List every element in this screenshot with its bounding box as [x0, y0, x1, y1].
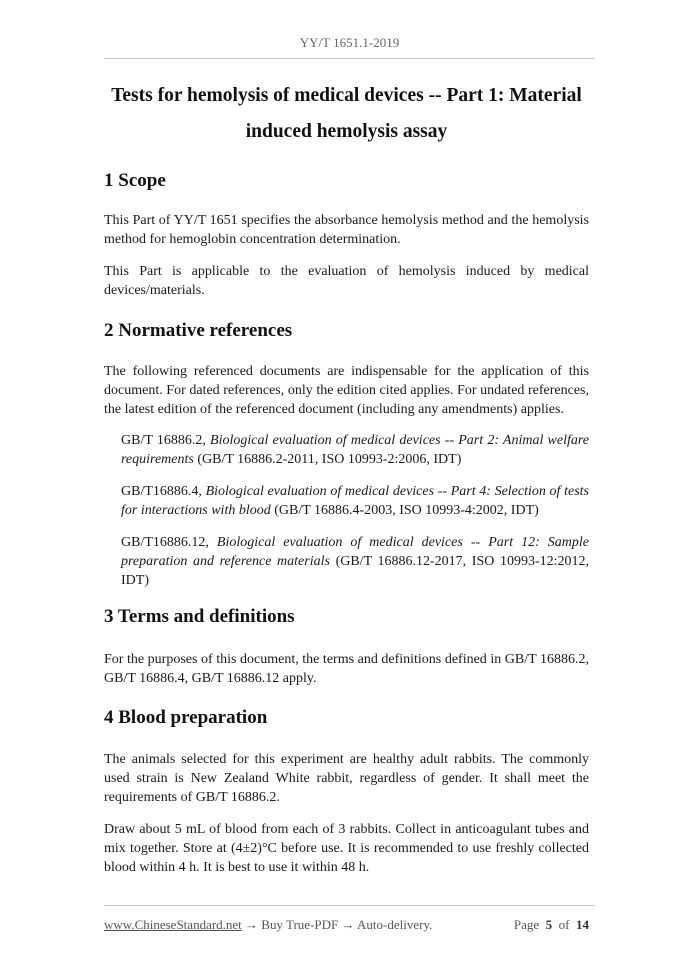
- arrow-icon: →: [241, 917, 262, 932]
- footer-left: www.ChineseStandard.net → Buy True-PDF → Auto-delivery.: [104, 917, 433, 932]
- footer-divider: [104, 905, 595, 906]
- title-line-1: Tests for hemolysis of medical devices -- Part 1: Material: [111, 85, 582, 106]
- blood-paragraph-2: Draw about 5 mL of blood from each of 3 rabbits. Collect in anticoagulant tubes and mix together. Store at (4±2)°C before use. It is recommended to use freshly collected blood within 4 h. It is best to use it within 48 h.: [104, 822, 589, 875]
- page-header: [104, 0, 595, 59]
- reference-item: GB/T16886.4, Biological evaluation of medical devices -- Part 4: Selection of tests for interactions with blood (GB/T 16886.4-2003, ISO 10993-4:2002, IDT): [121, 484, 589, 518]
- section-heading-scope: 1 Scope: [104, 170, 166, 191]
- section-heading-blood-preparation: 4 Blood preparation: [104, 707, 268, 728]
- arrow-icon: →: [338, 917, 358, 932]
- reference-item: GB/T 16886.2, Biological evaluation of medical devices -- Part 2: Animal welfare requirements (GB/T 16886.2-2011, ISO 10993-2:2006, IDT): [121, 433, 590, 467]
- current-page: 5: [545, 917, 553, 932]
- chinesestandard-link[interactable]: www.ChineseStandard.net: [104, 917, 242, 932]
- scope-paragraph-1: This Part of YY/T 1651 specifies the absorbance hemolysis method and the hemolysis method for hemoglobin concentration determination.: [104, 213, 589, 247]
- normative-intro-paragraph: The following referenced documents are indispensable for the application of this document. For dated references, only the edition cited applies. For undated references, the latest edition of the referenced document (including any amendments) applies.: [104, 364, 589, 417]
- section-heading-normative-references: 2 Normative references: [104, 320, 293, 341]
- page-indicator: Page 5 of 14: [513, 917, 589, 932]
- page-footer: [104, 917, 589, 933]
- reference-item: GB/T16886.12, Biological evaluation of medical devices -- Part 12: Sample preparation and reference materials (GB/T 16886.12-2017, ISO 10993-12:2012, IDT): [121, 535, 590, 588]
- terms-paragraph: For the purposes of this document, the terms and definitions defined in GB/T 16886.2, GB/T 16886.4, GB/T 16886.12 apply.: [104, 652, 589, 686]
- section-heading-terms: 3 Terms and definitions: [104, 606, 295, 627]
- blood-paragraph-1: The animals selected for this experiment are healthy adult rabbits. The commonly used strain is New Zealand White rabbit, regardless of gender. It shall meet the requirements of GB/T 16886.2.: [104, 752, 589, 805]
- document-title: [104, 80, 589, 152]
- total-pages: 14: [576, 917, 589, 932]
- title-line-2: induced hemolysis assay: [245, 121, 448, 142]
- scope-paragraph-2: This Part is applicable to the evaluation of hemolysis induced by medical devices/materials.: [104, 264, 589, 298]
- doc-code: YY/T 1651.1-2019: [299, 35, 400, 50]
